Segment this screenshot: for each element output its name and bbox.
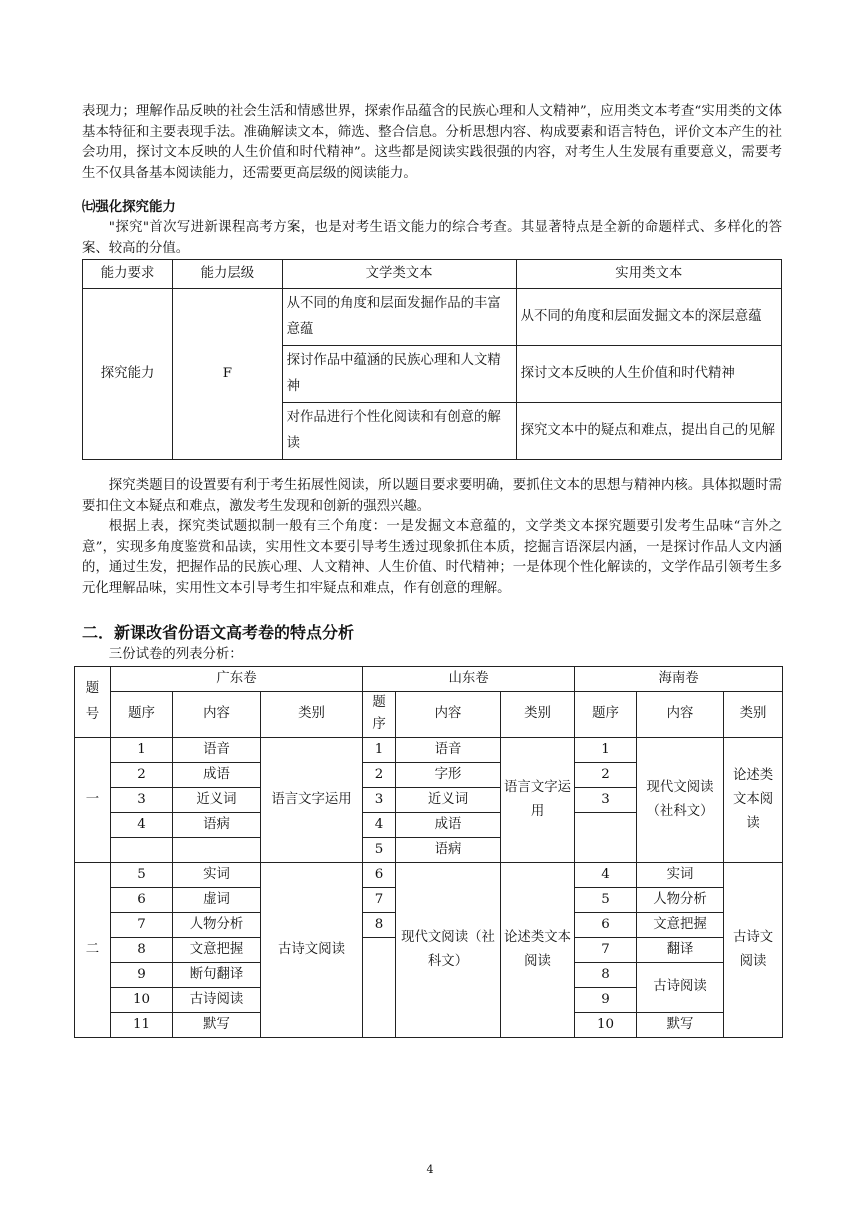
hn-header: 海南卷 [575, 666, 783, 691]
table-row [83, 289, 782, 346]
ability-table [82, 259, 782, 460]
sd-seq-cell: 1 [363, 737, 396, 762]
exam-header-row-1 [75, 666, 783, 691]
page-body [82, 102, 782, 1038]
sd-content-cell: 成语 [396, 812, 501, 837]
hn-seq-cell-empty [575, 812, 637, 862]
gd-content-cell: 实词 [173, 862, 261, 887]
hn-content-cell: 文意把握 [637, 912, 724, 937]
hn-seq-cell: 5 [575, 887, 637, 912]
gd-content-cell: 近义词 [173, 787, 261, 812]
hn-seq-cell: 9 [575, 987, 637, 1012]
ability-table-header [83, 260, 782, 289]
explore-paragraph-3: 根据上表，探究类试题拟制一般有三个角度：一是发掘文本意蕴的，文学类文本探究题要引发考生品味“言外之意”，实现多角度鉴赏和品读，实用性文本要引导考生透过现象抓住本质，挖掘言语深层内涵，一是探讨作品人文内涵的，通过生发，把握作品的民族心理、人文精神、人生价值、时代精神；一是体现个性化解读的，文学作品引领考生多元化理解品味，实用性文本引导考生扣牢疑点和难点，作有创意的理解。 [82, 519, 782, 596]
gd-seq-cell: 11 [111, 1012, 173, 1037]
hn-seq-cell: 4 [575, 862, 637, 887]
gd-category-cell: 语言文字运用 [261, 737, 363, 862]
sd-seq-cell: 7 [363, 887, 396, 912]
gd-seq-cell: 10 [111, 987, 173, 1012]
sd-seq-cell-empty [363, 937, 396, 1037]
explore-paragraph-2: 探究类题目的设置要有利于考生拓展性阅读，所以题目要求要明确，要抓住文本的思想与精神内核。具体拟题时需要扣住文本疑点和难点，激发考生发现和创新的强烈兴趣。 [82, 478, 782, 514]
hn-content-cell: 翻译 [637, 937, 724, 962]
sd-content-cell: 近义词 [396, 787, 501, 812]
section-heading-analysis: 二．新课改省份语文高考卷的特点分析 [82, 623, 355, 642]
prac-cell: 探究文本中的疑点和难点，提出自己的见解 [516, 403, 781, 460]
exam-table [74, 666, 783, 1038]
sd-content-header: 内容 [396, 691, 501, 737]
explore-intro-paragraph: "探究"首次写进新课程高考方案，也是对考生语文能力的综合考查。其显著特点是全新的命题样式、多样化的答案、较高的分值。 [82, 220, 782, 256]
sd-content-cell: 字形 [396, 762, 501, 787]
gd-seq-cell: 2 [111, 762, 173, 787]
table-row [75, 862, 783, 887]
intro-paragraph: 表现力；理解作品反映的社会生活和情感世界，探索作品蕴含的民族心理和人文精神”，应用类文本考查“实用类的文体基本特征和主要表现手法。准确解读文本，筛选、整合信息。分析思想内容、构成要素和语言特色，评价文本产生的社会功用，探讨文本反映的人生价值和时代精神”。这些都是阅读实践很强的内容，对考生人生发展有重要意义，需要考生不仅具备基本阅读能力，还需要更高层级的阅读能力。 [82, 104, 782, 181]
header-cell: 实用类文本 [516, 260, 781, 289]
hn-category-cell: 古诗文阅读 [724, 862, 783, 1037]
table-row [75, 737, 783, 762]
gd-content-cell: 人物分析 [173, 912, 261, 937]
sd-seq-cell: 6 [363, 862, 396, 887]
sd-seq-header: 题序 [363, 691, 396, 737]
group-number: 一 [75, 737, 111, 862]
gd-seq-cell: 3 [111, 787, 173, 812]
lit-cell: 从不同的角度和层面发掘作品的丰富意蕴 [282, 289, 516, 346]
ability-cell: 探究能力 [83, 289, 173, 460]
level-cell: F [173, 289, 282, 460]
lit-cell: 探讨作品中蕴涵的民族心理和人文精神 [282, 346, 516, 403]
hn-seq-cell: 3 [575, 787, 637, 812]
sd-category-cell: 论述类文本阅读 [501, 862, 575, 1037]
header-cell: 能力要求 [83, 260, 173, 289]
sd-category-cell: 语言文字运用 [501, 737, 575, 862]
hn-content-cell: 现代文阅读（社科文） [637, 737, 724, 862]
gd-seq-header: 题序 [111, 691, 173, 737]
gd-content-header: 内容 [173, 691, 261, 737]
hn-content-header: 内容 [637, 691, 724, 737]
gd-category-cell: 古诗文阅读 [261, 862, 363, 1037]
gd-content-cell: 虚词 [173, 887, 261, 912]
gd-seq-cell-empty [111, 837, 173, 862]
prac-cell: 探讨文本反映的人生价值和时代精神 [516, 346, 781, 403]
sd-category-header: 类别 [501, 691, 575, 737]
gd-content-cell: 默写 [173, 1012, 261, 1037]
sd-seq-cell: 2 [363, 762, 396, 787]
hn-seq-cell: 2 [575, 762, 637, 787]
gd-seq-cell: 7 [111, 912, 173, 937]
gd-seq-cell: 9 [111, 962, 173, 987]
hn-category-cell: 论述类文本阅读 [724, 737, 783, 862]
gd-content-cell: 古诗阅读 [173, 987, 261, 1012]
gd-content-cell: 语音 [173, 737, 261, 762]
hn-content-cell: 人物分析 [637, 887, 724, 912]
gd-category-header: 类别 [261, 691, 363, 737]
sd-content-cell: 语音 [396, 737, 501, 762]
sd-seq-cell: 5 [363, 837, 396, 862]
gd-content-cell: 语病 [173, 812, 261, 837]
gd-seq-cell: 5 [111, 862, 173, 887]
lit-cell: 对作品进行个性化阅读和有创意的解读 [282, 403, 516, 460]
gd-seq-cell: 4 [111, 812, 173, 837]
sd-seq-cell: 8 [363, 912, 396, 937]
page-number: 4 [426, 1163, 434, 1176]
hn-seq-cell: 10 [575, 1012, 637, 1037]
gd-content-cell-empty [173, 837, 261, 862]
prac-cell: 从不同的角度和层面发掘文本的深层意蕴 [516, 289, 781, 346]
hn-category-header: 类别 [724, 691, 783, 737]
sd-seq-cell: 3 [363, 787, 396, 812]
gd-content-cell: 成语 [173, 762, 261, 787]
qnum-header: 题号 [75, 666, 111, 737]
hn-seq-cell: 6 [575, 912, 637, 937]
hn-seq-cell: 7 [575, 937, 637, 962]
section-heading-explore: ㈦强化探究能力 [82, 200, 176, 215]
hn-seq-cell: 1 [575, 737, 637, 762]
hn-seq-cell: 8 [575, 962, 637, 987]
sd-seq-cell: 4 [363, 812, 396, 837]
sd-header: 山东卷 [363, 666, 575, 691]
hn-content-cell: 默写 [637, 1012, 724, 1037]
sd-content-cell: 语病 [396, 837, 501, 862]
header-cell: 文学类文本 [282, 260, 516, 289]
gd-content-cell: 断句翻译 [173, 962, 261, 987]
table-caption: 三份试卷的列表分析： [108, 647, 243, 662]
gd-header: 广东卷 [111, 666, 363, 691]
exam-header-row-2 [75, 691, 783, 737]
gd-seq-cell: 8 [111, 937, 173, 962]
gd-seq-cell: 6 [111, 887, 173, 912]
gd-content-cell: 文意把握 [173, 937, 261, 962]
group-number: 二 [75, 862, 111, 1037]
hn-seq-header: 题序 [575, 691, 637, 737]
sd-content-cell: 现代文阅读（社科文） [396, 862, 501, 1037]
hn-content-cell: 实词 [637, 862, 724, 887]
hn-content-cell: 古诗阅读 [637, 962, 724, 1012]
header-cell: 能力层级 [173, 260, 282, 289]
gd-seq-cell: 1 [111, 737, 173, 762]
